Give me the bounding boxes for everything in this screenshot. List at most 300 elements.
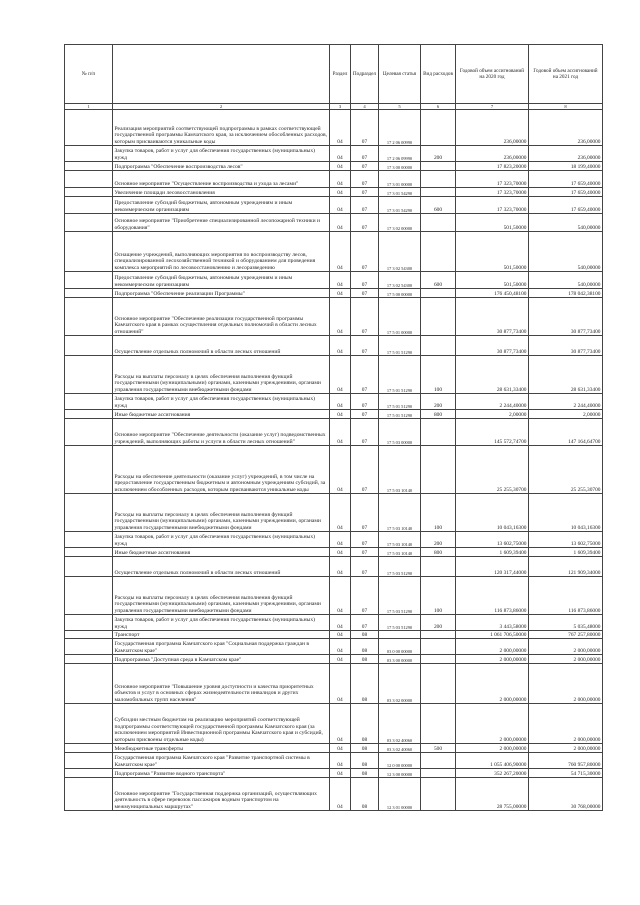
row-2020: 17 323,70000	[456, 197, 529, 214]
row-razdel: 04	[330, 188, 351, 197]
row-vid	[421, 639, 456, 655]
row-name: Основное мероприятие "Осуществление воспроизводства и ухода за лесами"	[113, 171, 330, 188]
row-name: Подпрограмма "Обеспечение воспроизводства лесов"	[113, 162, 330, 171]
row-razdel: 04	[330, 494, 351, 532]
row-num	[65, 655, 113, 664]
row-podrazdel: 07	[351, 494, 379, 532]
table-row	[65, 664, 603, 704]
table-row	[65, 557, 603, 577]
row-name: Оснащение учреждений, выполняющих мероприятия по воспроизводству лесов, специализированной лесохозяйственной техникой и оборудованием для проведения комплекса мероприятий по лесовосстановлению и лесоразведению	[113, 232, 330, 272]
table-row	[65, 272, 603, 289]
row-2021: 760 957,80000	[529, 753, 603, 769]
row-2021: 236,00000	[529, 110, 603, 146]
row-razdel: 04	[330, 289, 351, 298]
row-razdel: 04	[330, 615, 351, 631]
row-name: Осуществление отдельных полномочий в области лесных отношений	[113, 336, 330, 356]
row-target: 03 3 02 40060	[379, 704, 421, 744]
row-num	[65, 232, 113, 272]
row-name: Межбюджетные трансферты	[113, 744, 330, 753]
row-2020: 116 873,86000	[456, 577, 529, 615]
row-vid	[421, 664, 456, 704]
row-num	[65, 356, 113, 394]
table-header-row	[65, 45, 603, 104]
table-row	[65, 778, 603, 811]
header-target: Целевая статья	[379, 45, 421, 104]
row-2021: 236,00000	[529, 146, 603, 162]
row-num	[65, 162, 113, 171]
row-vid	[421, 753, 456, 769]
row-razdel: 04	[330, 639, 351, 655]
row-name: Государственная программа Камчатского края "Социальная поддержка граждан в Камчатском крае"	[113, 639, 330, 655]
row-vid	[421, 188, 456, 197]
row-2021: 2,00000	[529, 410, 603, 419]
row-name: Расходы на выплаты персоналу в целях обеспечения выполнения функций государственными (муниципальными) органами, казенными учреждениями, органами управления государственными внебюджетными фондами	[113, 494, 330, 532]
table-row	[65, 110, 603, 146]
row-vid: 500	[421, 744, 456, 753]
row-target: 17 3 02 54300	[379, 232, 421, 272]
row-podrazdel: 08	[351, 744, 379, 753]
row-podrazdel: 08	[351, 639, 379, 655]
row-2021: 2 000,00000	[529, 655, 603, 664]
row-vid: 200	[421, 532, 456, 548]
row-2020: 17 323,70000	[456, 188, 529, 197]
table-row	[65, 188, 603, 197]
row-2020: 28 631,33400	[456, 356, 529, 394]
row-razdel: 04	[330, 631, 351, 639]
row-podrazdel: 07	[351, 146, 379, 162]
row-num	[65, 615, 113, 631]
column-number: 8	[529, 104, 603, 110]
row-podrazdel: 08	[351, 631, 379, 639]
row-2021: 18 199,40000	[529, 162, 603, 171]
row-num	[65, 778, 113, 811]
row-vid	[421, 336, 456, 356]
row-razdel: 04	[330, 110, 351, 146]
row-2020: 10 043,16300	[456, 494, 529, 532]
row-vid: 800	[421, 410, 456, 419]
row-target: 17 5 03 51290	[379, 577, 421, 615]
row-num	[65, 419, 113, 446]
column-number: 6	[421, 104, 456, 110]
row-name: Основное мероприятие "Повышение уровня доступности и качества приоритетных объектов и услуг в основных сферах жизнедеятельности инвалидов и других маломобильных групп населения"	[113, 664, 330, 704]
row-name: Расходы на обеспечение деятельности (оказание услуг) учреждений, в том числе на предоставление государственным бюджетным и автономным учреждениям субсидий, за исключением обособленных расходов, которым присваиваются уникальные коды	[113, 446, 330, 494]
row-podrazdel: 08	[351, 769, 379, 778]
row-2020: 501,50000	[456, 272, 529, 289]
table-row	[65, 419, 603, 446]
row-num	[65, 532, 113, 548]
row-2021: 30 877,73400	[529, 298, 603, 336]
row-2021: 540,00000	[529, 214, 603, 232]
row-vid: 100	[421, 494, 456, 532]
row-2020: 17 823,20000	[456, 162, 529, 171]
row-target: 12 3 00 00000	[379, 769, 421, 778]
row-podrazdel: 08	[351, 778, 379, 811]
row-target: 17 3 02 54300	[379, 272, 421, 289]
row-vid: 100	[421, 577, 456, 615]
row-razdel: 04	[330, 557, 351, 577]
row-podrazdel: 07	[351, 162, 379, 171]
row-2020: 2,00000	[456, 410, 529, 419]
row-2021: 25 255,30700	[529, 446, 603, 494]
row-2020: 501,50000	[456, 214, 529, 232]
row-num	[65, 494, 113, 532]
row-podrazdel: 07	[351, 615, 379, 631]
row-razdel: 04	[330, 532, 351, 548]
row-razdel: 04	[330, 356, 351, 394]
header-2021: Годовой объем ассигнований на 2021 год	[529, 45, 603, 104]
row-num	[65, 146, 113, 162]
row-num	[65, 171, 113, 188]
row-target: 17 5 03 10140	[379, 548, 421, 557]
row-podrazdel: 07	[351, 289, 379, 298]
row-target: 12 3 01 00000	[379, 778, 421, 811]
table-row	[65, 446, 603, 494]
row-2020: 2 000,00000	[456, 664, 529, 704]
row-podrazdel: 07	[351, 548, 379, 557]
row-2021: 540,00000	[529, 272, 603, 289]
row-num	[65, 577, 113, 615]
row-vid	[421, 655, 456, 664]
row-target: 17 5 03 51290	[379, 557, 421, 577]
row-vid: 600	[421, 272, 456, 289]
row-2020: 1 609,39400	[456, 548, 529, 557]
row-razdel: 04	[330, 410, 351, 419]
column-number: 2	[113, 104, 330, 110]
row-num	[65, 557, 113, 577]
row-podrazdel: 07	[351, 577, 379, 615]
row-vid	[421, 298, 456, 336]
row-name: Подпрограмма "Обеспечение реализации Программы"	[113, 289, 330, 298]
row-podrazdel: 07	[351, 446, 379, 494]
row-target: 17 2 06 00990	[379, 110, 421, 146]
row-2020: 13 602,75000	[456, 532, 529, 548]
row-razdel: 04	[330, 197, 351, 214]
row-vid: 800	[421, 548, 456, 557]
table-row	[65, 232, 603, 272]
table-row	[65, 394, 603, 410]
table-row	[65, 655, 603, 664]
row-podrazdel: 07	[351, 171, 379, 188]
row-num	[65, 769, 113, 778]
table-row	[65, 289, 603, 298]
row-2021: 147 164,64700	[529, 419, 603, 446]
header-vid: Вид расходов	[421, 45, 456, 104]
row-target: 17 5 03 10140	[379, 494, 421, 532]
row-podrazdel: 08	[351, 704, 379, 744]
row-vid	[421, 557, 456, 577]
row-razdel: 04	[330, 577, 351, 615]
row-target: 17 3 02 00000	[379, 214, 421, 232]
row-2020: 28 755,00000	[456, 778, 529, 811]
row-podrazdel: 07	[351, 336, 379, 356]
row-target: 17 5 01 51290	[379, 336, 421, 356]
row-podrazdel: 08	[351, 655, 379, 664]
row-razdel: 04	[330, 232, 351, 272]
row-target: 17 5 03 10140	[379, 532, 421, 548]
row-podrazdel: 07	[351, 532, 379, 548]
row-2021: 178 042,38100	[529, 289, 603, 298]
row-num	[65, 188, 113, 197]
row-2021: 121 909,34000	[529, 557, 603, 577]
row-podrazdel: 07	[351, 394, 379, 410]
row-razdel: 04	[330, 298, 351, 336]
row-name: Основное мероприятие "Государственная поддержка организаций, осуществляющих деятельность в сфере перевозок пассажиров водным транспортом на межмуниципальных маршрутах"	[113, 778, 330, 811]
row-vid: 200	[421, 394, 456, 410]
row-num	[65, 197, 113, 214]
row-razdel: 04	[330, 162, 351, 171]
row-razdel: 04	[330, 272, 351, 289]
row-2020: 236,00000	[456, 146, 529, 162]
row-vid	[421, 110, 456, 146]
table-row	[65, 704, 603, 744]
table-row	[65, 769, 603, 778]
row-num	[65, 394, 113, 410]
table-row	[65, 744, 603, 753]
table-row	[65, 162, 603, 171]
row-2021: 2 244,40000	[529, 394, 603, 410]
row-num	[65, 548, 113, 557]
table-row	[65, 753, 603, 769]
table-row	[65, 577, 603, 615]
row-target: 17 5 01 51290	[379, 356, 421, 394]
row-num	[65, 639, 113, 655]
row-podrazdel: 07	[351, 188, 379, 197]
row-podrazdel: 07	[351, 298, 379, 336]
row-name: Иные бюджетные ассигнования	[113, 548, 330, 557]
row-target: 17 3 01 00000	[379, 171, 421, 188]
row-target: 17 5 01 51290	[379, 410, 421, 419]
row-name: Предоставление субсидий бюджетным, автономным учреждениям и иным некоммерческим организациям	[113, 272, 330, 289]
row-num	[65, 110, 113, 146]
table-row	[65, 197, 603, 214]
row-2020: 2 244,40000	[456, 394, 529, 410]
row-2020: 1 061 706,50000	[456, 631, 529, 639]
row-num	[65, 704, 113, 744]
row-name: Основное мероприятие "Обеспечение деятельности (оказание услуг) подведомственных учреждений, выполняющих работы и услуги в области лесных отношений"	[113, 419, 330, 446]
row-2020: 2 000,00000	[456, 744, 529, 753]
row-vid	[421, 769, 456, 778]
table-row	[65, 171, 603, 188]
row-name: Подпрограмма "Доступная среда в Камчатском крае"	[113, 655, 330, 664]
row-2020: 501,50000	[456, 232, 529, 272]
row-target: 03 3 02 00000	[379, 664, 421, 704]
row-2021: 2 000,00000	[529, 704, 603, 744]
row-podrazdel: 07	[351, 110, 379, 146]
row-num	[65, 336, 113, 356]
row-razdel: 04	[330, 446, 351, 494]
row-2021: 116 873,86000	[529, 577, 603, 615]
row-name: Увеличение площади лесовосстановления	[113, 188, 330, 197]
row-vid	[421, 631, 456, 639]
header-razdel: Раздел	[330, 45, 351, 104]
row-target: 17 5 03 51290	[379, 615, 421, 631]
row-razdel: 04	[330, 146, 351, 162]
row-2021: 30 768,00000	[529, 778, 603, 811]
row-name: Подпрограмма "Развитие водного транспорта"	[113, 769, 330, 778]
column-number: 7	[456, 104, 529, 110]
row-target: 03 3 00 00000	[379, 655, 421, 664]
row-target: 17 5 01 51290	[379, 394, 421, 410]
row-2021: 17 659,40000	[529, 197, 603, 214]
row-vid	[421, 232, 456, 272]
column-number: 3	[330, 104, 351, 110]
header-name	[113, 45, 330, 104]
row-razdel: 04	[330, 778, 351, 811]
row-vid	[421, 419, 456, 446]
row-vid: 200	[421, 146, 456, 162]
budget-allocation-table	[64, 44, 603, 811]
table-row	[65, 336, 603, 356]
row-name: Предоставление субсидий бюджетным, автономным учреждениям и иным некоммерческим организациям	[113, 197, 330, 214]
row-2021: 2 000,00000	[529, 664, 603, 704]
row-target: 12 0 00 00000	[379, 753, 421, 769]
table-row	[65, 214, 603, 232]
row-name: Основное мероприятие "Обеспечение реализации государственной программы Камчатского края в рамках осуществления отдельных полномочий в области лесных отношений"	[113, 298, 330, 336]
row-vid	[421, 289, 456, 298]
row-2021: 1 609,39400	[529, 548, 603, 557]
row-2020: 30 877,73400	[456, 298, 529, 336]
row-2021: 767 257,80000	[529, 631, 603, 639]
row-2021: 17 659,40000	[529, 188, 603, 197]
header-num: № п/п	[65, 45, 113, 104]
row-target: 17 5 01 00000	[379, 298, 421, 336]
row-podrazdel: 07	[351, 410, 379, 419]
row-2020: 2 000,00000	[456, 704, 529, 744]
row-2020: 176 450,48100	[456, 289, 529, 298]
row-vid: 200	[421, 615, 456, 631]
row-2020: 236,00000	[456, 110, 529, 146]
table-row	[65, 615, 603, 631]
column-number: 1	[65, 104, 113, 110]
table-row	[65, 146, 603, 162]
row-razdel: 04	[330, 171, 351, 188]
row-name: Расходы на выплаты персоналу в целях обеспечения выполнения функций государственными (муниципальными) органами, казенными учреждениями, органами управления государственными внебюджетными фондами	[113, 577, 330, 615]
row-2020: 17 323,70000	[456, 171, 529, 188]
column-number: 4	[351, 104, 379, 110]
row-2021: 54 715,30000	[529, 769, 603, 778]
row-podrazdel: 08	[351, 753, 379, 769]
row-num	[65, 446, 113, 494]
row-num	[65, 744, 113, 753]
row-podrazdel: 07	[351, 214, 379, 232]
row-name: Субсидии местным бюджетам на реализацию мероприятий соответствующей подпрограммы соответствующей государственной программы Камчатского края (за исключением мероприятий Инвестиционной программы Камчатского края и субсидий, которым присвоены отдельные коды)	[113, 704, 330, 744]
table-row	[65, 639, 603, 655]
row-podrazdel: 07	[351, 419, 379, 446]
row-2020: 2 000,00000	[456, 639, 529, 655]
row-2020: 2 000,00000	[456, 655, 529, 664]
row-razdel: 04	[330, 664, 351, 704]
table-row	[65, 410, 603, 419]
row-num	[65, 214, 113, 232]
row-2020: 1 055 406,90000	[456, 753, 529, 769]
row-target	[379, 631, 421, 639]
row-name: Осуществление отдельных полномочий в области лесных отношений	[113, 557, 330, 577]
column-number: 5	[379, 104, 421, 110]
table-row	[65, 494, 603, 532]
header-podrazdel: Подраздел	[351, 45, 379, 104]
row-name: Закупка товаров, работ и услуг для обеспечения государственных (муниципальных) нужд	[113, 394, 330, 410]
header-2020: Годовой объем ассигнований на 2020 год	[456, 45, 529, 104]
row-target: 17 3 01 54290	[379, 188, 421, 197]
row-razdel: 04	[330, 336, 351, 356]
row-razdel: 04	[330, 419, 351, 446]
row-2021: 540,00000	[529, 232, 603, 272]
row-2021: 13 602,75000	[529, 532, 603, 548]
row-num	[65, 289, 113, 298]
row-podrazdel: 07	[351, 557, 379, 577]
table-body	[65, 110, 603, 811]
row-2020: 30 877,73400	[456, 336, 529, 356]
row-vid	[421, 704, 456, 744]
row-target: 17 3 01 54290	[379, 197, 421, 214]
row-2020: 145 572,74700	[456, 419, 529, 446]
row-razdel: 04	[330, 704, 351, 744]
row-target: 17 5 00 00000	[379, 289, 421, 298]
table-row	[65, 548, 603, 557]
row-razdel: 04	[330, 655, 351, 664]
row-num	[65, 410, 113, 419]
row-2020: 120 317,44000	[456, 557, 529, 577]
row-name: Закупка товаров, работ и услуг для обеспечения государственных (муниципальных) нужд	[113, 532, 330, 548]
row-num	[65, 298, 113, 336]
row-name: Закупка товаров, работ и услуг для обеспечения государственных (муниципальных) нужд	[113, 146, 330, 162]
row-name: Основное мероприятие "Приобретение специализированной лесопожарной техники и оборудования"	[113, 214, 330, 232]
table-row	[65, 298, 603, 336]
row-name: Иные бюджетные ассигнования	[113, 410, 330, 419]
row-podrazdel: 07	[351, 272, 379, 289]
row-razdel: 04	[330, 214, 351, 232]
row-2020: 3 443,58000	[456, 615, 529, 631]
row-podrazdel: 07	[351, 232, 379, 272]
row-vid	[421, 446, 456, 494]
row-podrazdel: 07	[351, 356, 379, 394]
row-vid	[421, 778, 456, 811]
row-2021: 30 877,73400	[529, 336, 603, 356]
row-num	[65, 631, 113, 639]
row-name: Транспорт	[113, 631, 330, 639]
row-vid	[421, 214, 456, 232]
row-vid	[421, 162, 456, 171]
row-razdel: 04	[330, 753, 351, 769]
row-target: 03 0 00 00000	[379, 639, 421, 655]
row-2021: 28 631,33400	[529, 356, 603, 394]
row-2021: 17 659,40000	[529, 171, 603, 188]
row-name: Закупка товаров, работ и услуг для обеспечения государственных (муниципальных) нужд	[113, 615, 330, 631]
row-2021: 2 000,00000	[529, 744, 603, 753]
row-vid	[421, 171, 456, 188]
table-row	[65, 356, 603, 394]
row-razdel: 04	[330, 744, 351, 753]
row-razdel: 04	[330, 548, 351, 557]
row-target: 03 3 02 40060	[379, 744, 421, 753]
table-row	[65, 532, 603, 548]
row-razdel: 04	[330, 769, 351, 778]
row-name: Государственная программа Камчатского края "Развитие транспортной системы в Камчатском крае"	[113, 753, 330, 769]
row-vid: 100	[421, 356, 456, 394]
row-2020: 352 267,20000	[456, 769, 529, 778]
row-num	[65, 664, 113, 704]
row-2020: 25 255,30700	[456, 446, 529, 494]
row-2021: 2 000,00000	[529, 639, 603, 655]
row-num	[65, 753, 113, 769]
row-target: 17 5 03 00000	[379, 419, 421, 446]
row-2021: 10 043,16300	[529, 494, 603, 532]
row-target: 17 2 06 09990	[379, 146, 421, 162]
row-podrazdel: 08	[351, 664, 379, 704]
row-vid: 600	[421, 197, 456, 214]
row-name: Расходы на выплаты персоналу в целях обеспечения выполнения функций государственными (муниципальными) органами, казенными учреждениями, органами управления государственными внебюджетными фондами	[113, 356, 330, 394]
row-2021: 5 035,48000	[529, 615, 603, 631]
